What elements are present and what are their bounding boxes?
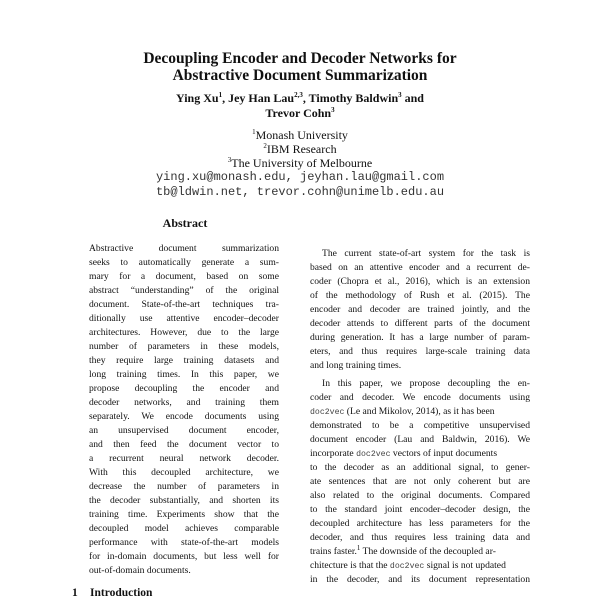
paper-title-line-2: Abstractive Document Summarization [172, 67, 428, 84]
author-name: Trevor Cohn [265, 106, 332, 120]
abstract-line: an unsupervised document encoder, [89, 425, 279, 436]
author-affiliation-mark: 3 [331, 106, 335, 114]
abstract-line: the decoder substantially, and shorten its [89, 495, 279, 506]
abstract-line: number of parameters in these models, [89, 341, 279, 352]
intro-line: also related to the original documents. Compared [310, 490, 530, 501]
intro-line: document encoder (Lau and Baldwin, 2016). We [310, 434, 530, 445]
intro-line [310, 406, 530, 419]
abstract-line: Abstractive document summarization [89, 243, 279, 254]
abstract-line: decoupled model achieves comparable [89, 523, 279, 534]
intro-text: incorporate [310, 448, 357, 459]
section-heading-introduction [72, 586, 152, 600]
affiliation-name: IBM Research [266, 142, 337, 156]
intro-line: to the standard joint encoder–decoder design, the [310, 504, 530, 515]
intro-line: to the decoder as an additional signal, to gener- [310, 462, 530, 473]
intro-text: signal is not updated [424, 560, 506, 571]
abstract-line: architectures. However, due to the large [89, 327, 279, 338]
abstract-heading: Abstract [162, 216, 208, 230]
intro-line: decoupled architecture has less parameters for the [310, 518, 530, 529]
author-name: Ying Xu [176, 91, 219, 105]
intro-line: of the methodology of Rush et al. (2015). The [310, 290, 530, 301]
intro-line [310, 543, 530, 558]
section-number: 1 [72, 587, 78, 599]
abstract-line: out-of-domain documents. [89, 565, 191, 576]
abstract-line: propose decoupling the encoder and [89, 383, 279, 394]
abstract-line: ditionally use attentive encoder–decoder [89, 313, 279, 324]
abstract-line: for in-domain documents, but less well for [89, 551, 279, 562]
affiliation [0, 128, 600, 142]
abstract-line: decrease the number of parameters in [89, 481, 279, 492]
intro-text: (Le and Mikolov, 2014), as it has been [344, 406, 495, 417]
intro-line: decoder, and thus requires less training data and [310, 532, 530, 543]
intro-text: The downside of the decoupled ar- [360, 546, 496, 557]
section-title: Introduction [90, 587, 153, 599]
abstract-line: separately. We encode documents using [89, 411, 279, 422]
intro-line: eters, and thus requires large-scale training data [310, 346, 530, 357]
author-name: Timothy Baldwin [308, 91, 399, 105]
abstract-line: training time. Experiments show that the [89, 509, 279, 520]
affiliation-mark: 3 [227, 156, 232, 164]
intro-text: trains faster. [310, 546, 357, 557]
abstract-line: With this decoupled architecture, we [89, 467, 279, 478]
abstract-line: they require large training datasets and [89, 355, 279, 366]
code-term-doc2vec: doc2vec [389, 562, 425, 571]
affiliation-name: Monash University [255, 128, 348, 142]
intro-line: ate sentences that are not only coherent but are [310, 476, 530, 487]
intro-text: vectors of input documents [390, 448, 498, 459]
author-affiliation-mark: 1 [218, 91, 223, 99]
intro-line: In this paper, we propose decoupling the en- [322, 378, 530, 389]
intro-line [310, 560, 530, 573]
affiliation-name: The University of Melbourne [231, 156, 373, 170]
footnote-mark: 1 [356, 543, 361, 552]
code-term-doc2vec: doc2vec [310, 408, 345, 417]
intro-line: The current state-of-art system for the task is [322, 248, 530, 259]
paper-title-line-1: Decoupling Encoder and Decoder Networks for [143, 50, 457, 67]
email-line-1: ying.xu@monash.edu, jeyhan.lau@gmail.com [155, 170, 445, 184]
intro-line: based on an attentive encoder and a recurrent de- [310, 262, 530, 273]
intro-text: chitecture is that the [310, 560, 390, 571]
abstract-line: performance with state-of-the-art models [89, 537, 279, 548]
affiliation-mark: 1 [252, 128, 256, 136]
intro-line [310, 448, 530, 461]
intro-line: coder (Chopra et al., 2016), which is an extension [310, 276, 530, 287]
authors-line-1: Ying Xu$^1$, Jey Han Lau$^{2,3}$, Timothy Baldwin$^3$ and [176, 91, 424, 105]
affiliation-mark: 2 [263, 142, 267, 150]
abstract-line: abstract “understanding” of the original [89, 285, 279, 296]
abstract-line: mary for a document, based on some [89, 271, 279, 282]
abstract-line: a recurrent neural network decoder. [89, 453, 279, 464]
intro-line: during generation. It has a large number of param- [310, 332, 530, 343]
intro-line: in the decoder, and its document representation [310, 574, 530, 585]
author-affiliation-mark: 3 [398, 91, 402, 99]
email-line-2: tb@ldwin.net, trevor.cohn@unimelb.edu.au [155, 185, 445, 199]
abstract-line: document. State-of-the-art techniques tra- [89, 299, 279, 310]
author-name: Jey Han Lau [228, 91, 295, 105]
abstract-line: seeks to automatically generate a sum- [89, 257, 279, 268]
intro-line: encoder and decoder are trained jointly, and the [310, 304, 530, 315]
abstract-line: and then feed the document vector to [89, 439, 279, 450]
code-term-doc2vec: doc2vec [356, 450, 391, 459]
intro-line: demonstrated to be a competitive unsupervised [310, 420, 530, 431]
intro-line: decoder attends to different parts of the document [310, 318, 530, 329]
intro-line: coder and decoder. We encode documents using [310, 392, 530, 403]
abstract-line: long training times. In this paper, we [89, 369, 279, 380]
abstract-line: decoder networks, and training them [89, 397, 279, 408]
affiliation [0, 142, 600, 156]
intro-line: and long training times. [310, 360, 402, 371]
authors-line-2 [0, 106, 600, 120]
affiliation [0, 156, 600, 170]
author-affiliation-mark: 2,3 [294, 91, 303, 99]
author-separator: and [401, 91, 424, 105]
